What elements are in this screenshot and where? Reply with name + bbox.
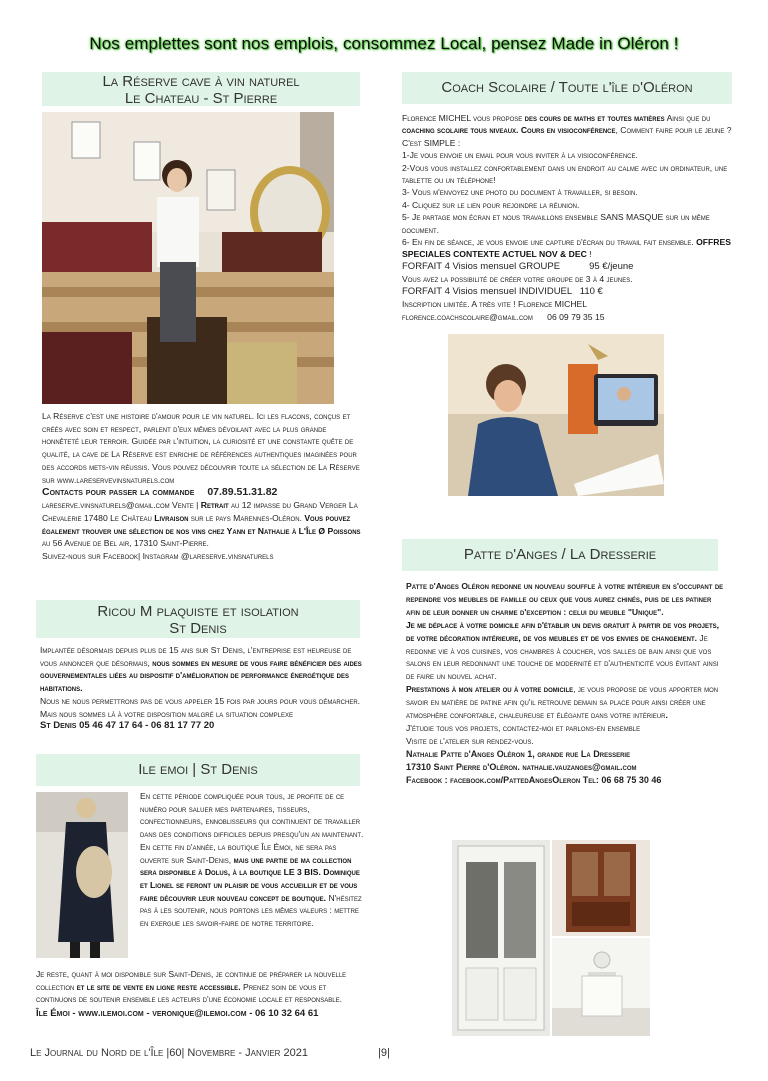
coach-step-6	[402, 236, 734, 261]
ricou-body	[40, 644, 364, 733]
ricou-title-line2: St Denis	[169, 620, 227, 637]
coach-step-6-end: !	[586, 249, 592, 260]
reserve-partner: Vous pouvez également trouver une sélection de nos vins chez Yann et Nathalie à L'Île Ø Poissons	[42, 512, 361, 536]
ricou-paragraph-3: Mais nous sommes là à votre disposition malgré la situation complexe	[40, 708, 293, 719]
patte-contact-3: Facebook : facebook.com/PattedAngesOleron Tel: 06 68 75 30 46	[406, 774, 662, 785]
patte-contact-2: 17310 Saint Pierre d'Oléron. nathalie.vauzanges@gmail.com	[406, 761, 637, 772]
reserve-contact-line	[42, 486, 362, 499]
ile-intro: En cette période compliquée pour tous, je profite de ce numéro pour saluer mes partenaires, tisseurs, confectionneurs, ennoblisseurs qui continuent de travailler dans des conditions difficiles depuis presqu'un an maintenant. En cette fin d'année, la boutique Île Émoi, ne sera pas ouverte sur Saint-Denis,	[140, 791, 364, 865]
coach-inscription: Inscription limitée. A très vite ! Florence MICHEL	[402, 299, 588, 310]
ile-body-side	[140, 790, 364, 930]
ricou-aides: nous sommes en mesure de vous faire bénéficier des aides gouvernementales liées au dispositif d'amélioration de performance énergétique des habitations.	[40, 657, 362, 694]
ile-paragraph-1	[140, 790, 364, 930]
patte-title	[402, 539, 718, 571]
coach-contact: florence.coachscolaire@gmail.com 06 09 79 35 15	[402, 311, 605, 322]
ile-emoi-photo	[36, 792, 128, 958]
page-headline: Nos emplettes sont nos emplois, consommez Local, pensez Made in Oléron !	[89, 34, 679, 53]
patte-renovation: Je redonne vie à vos cuisines, vos chambres à coucher, vos salles de bain ainsi que vos salons en leur redonnant une touche de modernité et d'authenticité vous évitant ainsi de faire un nouvel achat.	[406, 632, 719, 682]
reserve-title-line1: La Réserve cave à vin naturel	[102, 73, 300, 90]
coach-step-3: 3- Vous m'envoyez une photo du document à travailler, si besoin.	[402, 187, 638, 198]
coach-title-text: Coach Scolaire / Toute l'île d'Oléron	[441, 79, 693, 96]
ile-title	[36, 754, 360, 786]
furniture-photo-white-cabinet	[452, 840, 550, 1036]
coach-coaching: coaching scolaire tous niveaux. Cours en visioconférence	[402, 125, 616, 136]
coach-photo	[448, 334, 664, 496]
coach-how: , Comment faire pour le jeune ? C'est SIMPLE :	[402, 125, 732, 148]
coach-name: Florence MICHEL vous propose	[402, 113, 525, 123]
coach-intro	[402, 112, 734, 149]
ile-title-text: Ile emoi | St Denis	[138, 761, 258, 778]
ile-closing: Prenez soin de vous et continuons de soutenir ensemble les acteurs d'une économie locale et responsable.	[36, 981, 342, 1005]
reserve-social: Suivez-nous sur Facebook| Instagram @lareserve.vinsnaturels	[42, 551, 274, 562]
coach-step-4: 4- Cliquez sur le lien pour rejoindre la réunion.	[402, 199, 580, 210]
coach-step-5-end: sur un même document.	[402, 212, 710, 235]
reserve-title-line2: Le Chateau - St Pierre	[124, 90, 278, 107]
coach-title	[402, 72, 732, 104]
ricou-phone: St Denis 05 46 47 17 64 - 06 81 17 77 20	[40, 720, 215, 732]
footer-page-number: |9|	[378, 1047, 390, 1059]
coach-forfait-groupe: FORFAIT 4 Visios mensuel GROUPE 95 €/jeune	[402, 260, 634, 272]
ile-collection: Je reste, quant à moi disponible sur Saint-Denis, je continue de préparer la nouvelle collection	[36, 969, 347, 992]
patte-paragraph-5: Visite de l'atelier sur rendez-vous.	[406, 735, 534, 746]
patte-contact-1: Nathalie Patte d'Anges Oléron 1, grande rue La Dresserie	[406, 748, 631, 759]
coach-step-1: 1-Je vous envoie un email pour vous inviter à la visioconférence.	[402, 150, 638, 161]
ricou-paragraph-1	[40, 644, 364, 695]
ile-contact: Île Émoi - www.ilemoi.com - veronique@ilemoi.com - 06 10 32 64 61	[36, 1008, 319, 1020]
coach-step-2: 2-Vous vous installez confortablement dans un endroit au calme avec un ordinateur, une tablette ou un téléphone!	[402, 162, 728, 186]
reserve-partner-address: au 56 Avenue de Bel air, 17310 Saint-Pierre.	[42, 538, 209, 549]
ile-online: et le site de vente en ligne reste accessible.	[76, 981, 241, 992]
patte-title-text: Patte d'Anges / La Dresserie	[463, 546, 657, 563]
coach-and: Ainsi que du	[664, 113, 711, 123]
reserve-area: sur le pays Marennes-Oléron.	[188, 512, 305, 523]
coach-forfait-individuel: FORFAIT 4 Visios mensuel INDIVIDUEL 110 €	[402, 285, 603, 297]
reserve-address: au 12 impasse du Grand Verger La Chevalerie 17480 Le Château	[42, 500, 358, 523]
reserve-body	[42, 410, 362, 563]
ile-body-full	[36, 968, 364, 1021]
furniture-photo-wood-cabinet	[552, 840, 650, 936]
patte-prestations: Prestations à mon atelier ou à votre domicile	[406, 684, 574, 695]
patte-devis: Je me déplace à votre domicile afin d'établir un devis gratuit à partir de vos projets, de votre décoration intérieure, de vos meubles et de vos envies de changement.	[406, 619, 720, 643]
reserve-contact-phone: 07.89.51.31.82	[207, 486, 278, 499]
ricou-title	[36, 600, 360, 638]
patte-paragraph-2	[406, 619, 726, 684]
reserve-livraison: Livraison	[154, 512, 189, 523]
wine-shop-photo	[42, 112, 334, 404]
ricou-intro: Implantée désormais depuis plus de 15 ans sur St Denis, l'entreprise est heureuse de vous annoncer que désormais,	[40, 645, 352, 668]
coach-step-6-text: 6- En fin de séance, je vous envoie une capture d'écran du travail fait ensemble.	[402, 237, 697, 248]
coach-group-info: Vous avez la possibilité de créer votre groupe de 3 à 4 jeunes.	[402, 274, 633, 285]
coach-subjects: des cours de maths et toutes matières	[524, 113, 665, 123]
ile-values: N'hésitez pas à les soutenir, nous portons les mêmes valeurs : mettre en exergue les savoir-faire de notre territoire.	[140, 892, 362, 929]
coach-step-5	[402, 211, 734, 236]
patte-body	[406, 580, 726, 787]
furniture-photo-white-table	[552, 938, 650, 1036]
reserve-retrait: Retrait	[200, 500, 229, 511]
ricou-paragraph-2: Nous ne nous permettrons pas de vous appeler 15 fois par jours pour vous démarcher.	[40, 695, 361, 706]
patte-dot: .	[665, 710, 668, 721]
patte-paragraph-3	[406, 683, 726, 722]
patte-paragraph-4: J'étudie tous vos projets, contactez-moi et parlons-en ensemble	[406, 722, 641, 733]
reserve-title	[42, 72, 360, 106]
patte-paragraph-1: Patte d'Anges Oléron redonne un nouveau souffle à votre intérieur en s'occupant de repeindre vos meubles de famille ou ceux que vous aurez chinés, puis de les patiner afin de leur donner un charme d'exception : celui du meuble "Unique".	[406, 581, 724, 617]
reserve-email: lareserve.vinsnaturels@gmail.com Vente |	[42, 500, 201, 511]
coach-step-5-text: 5- Je partage mon écran et nous travaillons ensemble	[402, 212, 601, 223]
patte-patine: , je vous propose de vous apporter mon savoir en matière de patine afin qu'il retrouve demain sa place pour ainsi créer une atmosphère confortable, chaleureuse et élégante dans votre intérieur	[406, 684, 719, 721]
ile-dolus: mais une partie de ma collection sera disponible à Dolus, à la boutique LE 3 BIS. Dominique et Lionel se feront un plaisir de vous accueillir et de vous faire découvrir leur nouveau concept de boutique.	[140, 854, 360, 903]
footer-journal: Le Journal du Nord de l'Île |60| Novembre - Janvier 2021	[30, 1047, 308, 1059]
reserve-contact-label: Contacts pour passer la commande	[42, 486, 195, 499]
reserve-paragraph-2	[42, 499, 362, 550]
ile-paragraph-2	[36, 968, 364, 1006]
coach-offer: OFFRES SPECIALES CONTEXTE ACTUEL NOV & DEC	[402, 237, 731, 260]
ricou-title-line1: Ricou M plaquiste et isolation	[97, 603, 299, 620]
reserve-paragraph-1: La Réserve c'est une histoire d'amour pour le vin naturel. Ici les flacons, conçus et créés avec soin et respect, parlent d'eux mêmes dévoilant avec la plus grande honnêteté leur terroir. Guidée par l'intuition, la curiosité et une constante quête de qualité, la cave de La Réserve est enrichie de références authentiques imaginées pour des accords mets-vin réussis. Vous pouvez découvrir toute la sélection de La Réserve sur www.lareservevinsnaturels.com	[42, 411, 360, 485]
coach-body	[402, 112, 734, 323]
coach-sans-masque: SANS MASQUE	[600, 212, 664, 223]
